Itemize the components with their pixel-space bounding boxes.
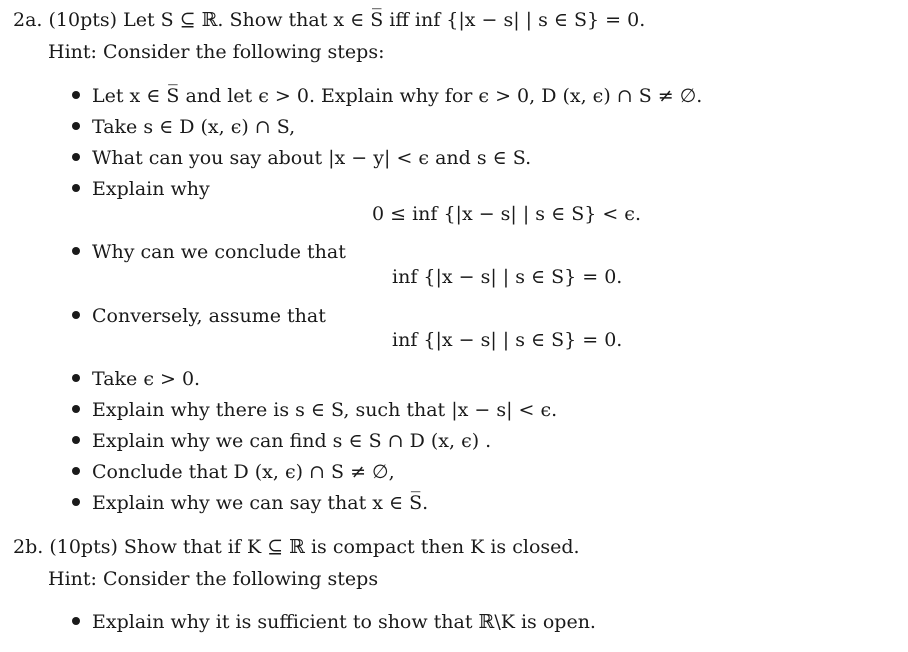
step-item <box>72 429 491 453</box>
bullet-icon <box>72 91 80 99</box>
bullet-icon <box>72 498 80 506</box>
problem-2b-hint: Hint: Consider the following steps <box>48 568 379 590</box>
step-text: Explain why there is s ∈ S, such that |x − s| < ϵ. <box>92 399 558 421</box>
step-item <box>72 460 395 484</box>
step-text: Explain why we can find s ∈ S ∩ D (x, ϵ) . <box>92 430 492 452</box>
step-text: Let x ∈ S̅ and let ϵ > 0. Explain why for ϵ > 0, D (x, ϵ) ∩ S ≠ ∅. <box>92 85 703 107</box>
bullet-icon <box>72 436 80 444</box>
problem-2b-heading: 2b. (10pts) Show that if K ⊆ ℝ is compact then K is closed. <box>13 536 580 558</box>
step-item <box>72 367 200 391</box>
bullet-icon <box>72 247 80 255</box>
step-item <box>72 491 428 515</box>
step-text: Explain why it is sufficient to show that ℝ\K is open. <box>92 611 596 633</box>
step-item <box>72 84 702 108</box>
step-text: Conversely, assume that <box>92 305 326 327</box>
bullet-icon <box>72 405 80 413</box>
step-item <box>72 304 326 328</box>
bullet-icon <box>72 184 80 192</box>
step-text: Take s ∈ D (x, ϵ) ∩ S, <box>92 116 296 138</box>
step-item <box>72 240 346 264</box>
display-equation-1: 0 ≤ inf {|x − s| | s ∈ S} < ϵ. <box>372 203 641 225</box>
step-text: Explain why <box>92 178 210 200</box>
display-equation-2: inf {|x − s| | s ∈ S} = 0. <box>392 266 623 288</box>
step-item <box>72 610 596 634</box>
step-text: Why can we conclude that <box>92 241 346 263</box>
step-item <box>72 398 557 422</box>
bullet-icon <box>72 374 80 382</box>
step-item <box>72 146 531 170</box>
bullet-icon <box>72 153 80 161</box>
problem-2a-heading: 2a. (10pts) Let S ⊆ ℝ. Show that x ∈ S̅ iff inf {|x − s| | s ∈ S} = 0. <box>13 9 646 31</box>
step-item <box>72 115 295 139</box>
bullet-icon <box>72 122 80 130</box>
display-equation-3: inf {|x − s| | s ∈ S} = 0. <box>392 329 623 351</box>
bullet-icon <box>72 467 80 475</box>
step-item <box>72 177 210 201</box>
step-text: Explain why we can say that x ∈ S̅. <box>92 492 429 514</box>
step-text: Conclude that D (x, ϵ) ∩ S ≠ ∅, <box>92 461 395 483</box>
step-text: Take ϵ > 0. <box>92 368 201 390</box>
bullet-icon <box>72 617 80 625</box>
bullet-icon <box>72 311 80 319</box>
problem-2a-hint: Hint: Consider the following steps: <box>48 41 385 63</box>
step-text: What can you say about |x − y| < ϵ and s ∈ S. <box>92 147 532 169</box>
